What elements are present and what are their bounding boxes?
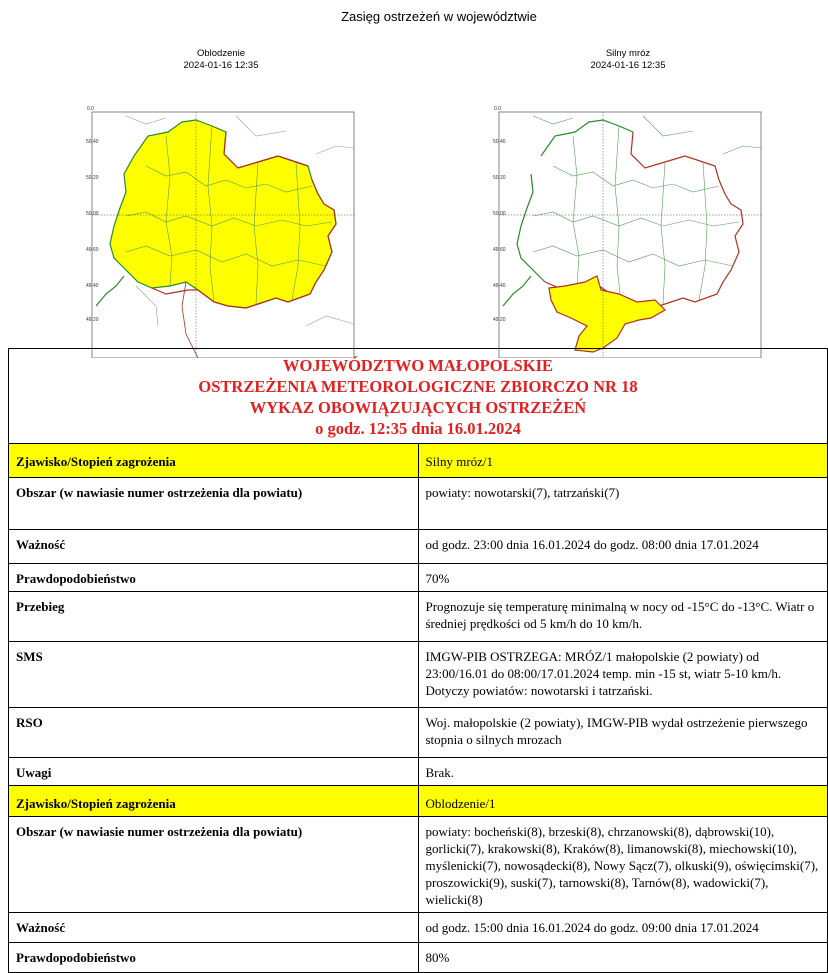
map-datetime: 2024-01-16 12:35	[590, 60, 666, 71]
row-label: Przebieg	[9, 592, 419, 642]
row-label: Uwagi	[9, 758, 419, 786]
map-svg	[86, 76, 356, 358]
row-label: SMS	[9, 642, 419, 708]
row-value-probability: 70%	[418, 564, 828, 592]
row-label: Ważność	[9, 530, 419, 564]
table-row	[9, 817, 828, 913]
svg-text:49.40: 49.40	[493, 283, 506, 289]
table-row	[9, 564, 828, 592]
svg-text:50.00: 50.00	[86, 211, 99, 217]
map-corner-label: 0.0	[87, 106, 94, 112]
svg-text:50.20: 50.20	[493, 175, 506, 181]
svg-text:50.00: 50.00	[493, 211, 506, 217]
svg-text:49.60: 49.60	[493, 247, 506, 253]
map-corner-label: 0.0	[494, 106, 501, 112]
table-row	[9, 943, 828, 973]
row-value-phenomenon: Silny mróz/1	[418, 444, 828, 478]
map-phenomenon: Silny mróz	[605, 48, 651, 59]
svg-text:49.40: 49.40	[86, 283, 99, 289]
row-value-notes: Brak.	[418, 758, 828, 786]
table-row	[9, 478, 828, 530]
row-value-validity: od godz. 15:00 dnia 16.01.2024 do godz. 09:00 dnia 17.01.2024	[418, 913, 828, 943]
map-silny-mroz	[493, 48, 763, 358]
warnings-header	[9, 349, 828, 444]
map-phenomenon: Oblodzenie	[196, 48, 246, 59]
table-row	[9, 592, 828, 642]
map-oblodzenie	[86, 48, 356, 358]
map-caption	[86, 48, 356, 72]
svg-text:49.20: 49.20	[86, 317, 99, 323]
row-value-sms: IMGW-PIB OSTRZEGA: MRÓZ/1 małopolskie (2 powiaty) od 23:00/16.01 do 08:00/17.01.2024 temp. min -15 st, wiatr 5-10 km/h. Dotyczy powiatów: nowotarski i tatrzański.	[418, 642, 828, 708]
svg-text:50.40: 50.40	[86, 139, 99, 145]
table-row	[9, 758, 828, 786]
row-label: Prawdopodobieństwo	[9, 564, 419, 592]
table-row	[9, 913, 828, 943]
map-caption	[493, 48, 763, 72]
header-bulletin: OSTRZEŻENIA METEOROLOGICZNE ZBIORCZO NR 18	[198, 377, 638, 396]
row-value-probability: 80%	[418, 943, 828, 973]
warnings-table	[8, 348, 828, 973]
row-label: Zjawisko/Stopień zagrożenia	[9, 786, 419, 817]
row-value-course: Prognozuje się temperaturę minimalną w nocy od -15°C do -13°C. Wiatr o średniej prędkości od 5 km/h do 10 km/h.	[418, 592, 828, 642]
header-list-title: WYKAZ OBOWIĄZUJĄCYCH OSTRZEŻEŃ	[249, 398, 587, 417]
svg-text:50.20: 50.20	[86, 175, 99, 181]
svg-text:49.20: 49.20	[493, 317, 506, 323]
header-row	[9, 349, 828, 444]
map-svg	[493, 76, 763, 358]
row-label: Obszar (w nawiasie numer ostrzeżenia dla powiatu)	[9, 817, 419, 913]
table-row	[9, 708, 828, 758]
row-label: Ważność	[9, 913, 419, 943]
svg-text:50.40: 50.40	[493, 139, 506, 145]
row-value-validity: od godz. 23:00 dnia 16.01.2024 do godz. 08:00 dnia 17.01.2024	[418, 530, 828, 564]
row-label: Zjawisko/Stopień zagrożenia	[9, 444, 419, 478]
table-row	[9, 786, 828, 817]
header-issued-time: o godz. 12:35 dnia 16.01.2024	[315, 419, 521, 438]
table-row	[9, 444, 828, 478]
row-value-rso: Woj. małopolskie (2 powiaty), IMGW-PIB wydał ostrzeżenie pierwszego stopnia o silnych mrozach	[418, 708, 828, 758]
row-label: Prawdopodobieństwo	[9, 943, 419, 973]
header-voivodeship: WOJEWÓDZTWO MAŁOPOLSKIE	[283, 356, 553, 375]
row-value-area: powiaty: nowotarski(7), tatrzański(7)	[418, 478, 828, 530]
row-value-phenomenon: Oblodzenie/1	[418, 786, 828, 817]
row-value-area: powiaty: bocheński(8), brzeski(8), chrzanowski(8), dąbrowski(10), gorlicki(7), krakowski(8), Kraków(8), limanowski(8), miechowski(10), myślenicki(7), nowosądecki(8), Nowy Sącz(7), olkuski(9), oświęcimski(7), proszowicki(9), suski(7), tarnowski(8), Tarnów(8), wadowicki(7), wielicki(8)	[418, 817, 828, 913]
row-label: Obszar (w nawiasie numer ostrzeżenia dla powiatu)	[9, 478, 419, 530]
row-label: RSO	[9, 708, 419, 758]
svg-text:49.60: 49.60	[86, 247, 99, 253]
page-title: Zasięg ostrzeżeń w województwie	[341, 9, 537, 24]
table-row	[9, 642, 828, 708]
map-datetime: 2024-01-16 12:35	[183, 60, 259, 71]
table-row	[9, 530, 828, 564]
